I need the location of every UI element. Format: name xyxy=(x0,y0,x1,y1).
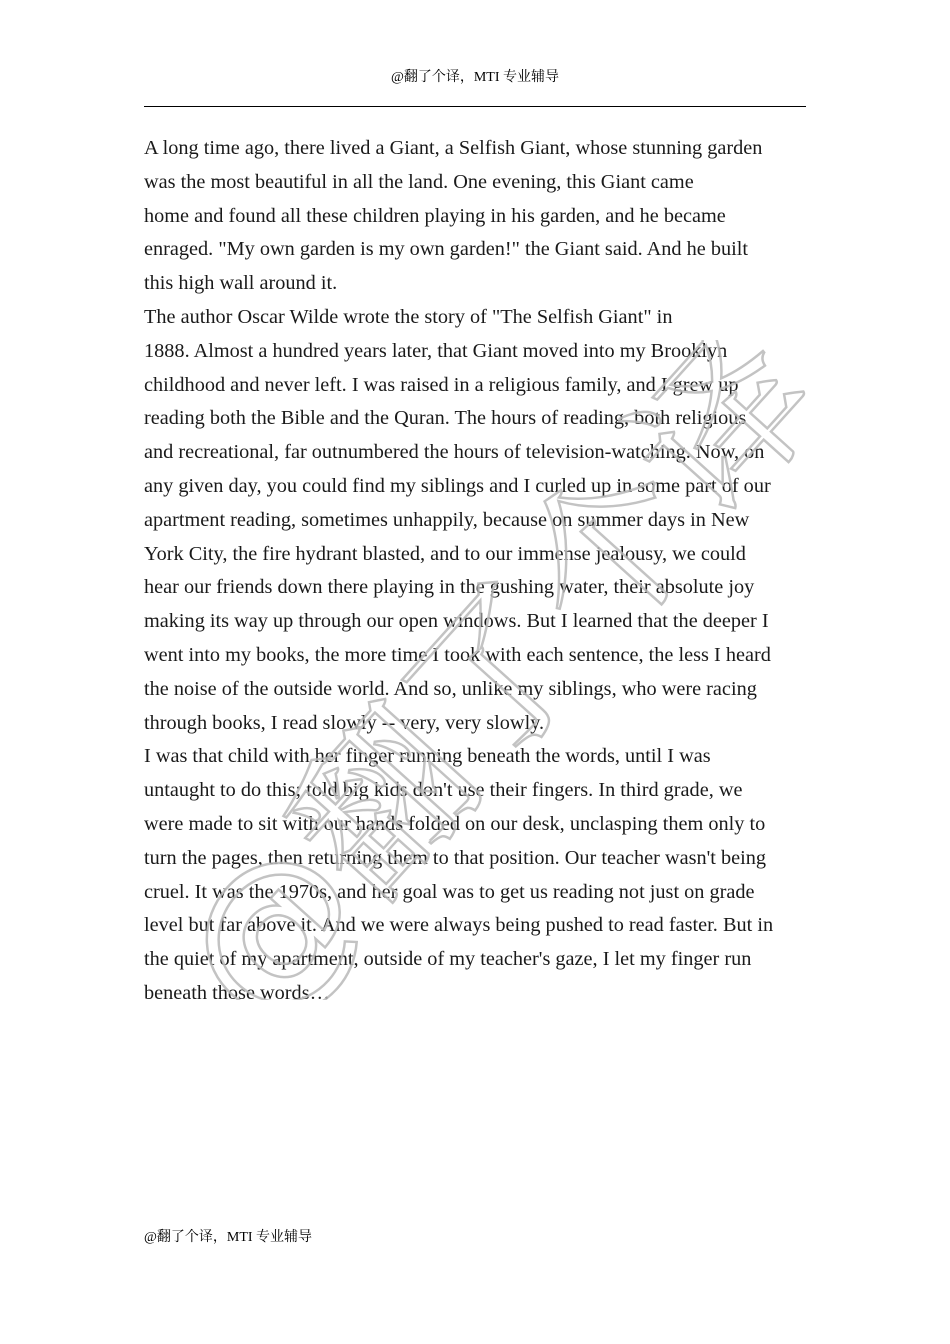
text-line: 1888. Almost a hundred years later, that Giant moved into my Brooklyn xyxy=(144,339,728,362)
text-line: this high wall around it. xyxy=(144,272,338,295)
text-line: the quiet of my apartment, outside of my teacher's gaze, I let my finger run xyxy=(144,948,752,971)
text-line: York City, the fire hydrant blasted, and to our immense jealousy, we could xyxy=(144,542,746,565)
text-line: The author Oscar Wilde wrote the story of "The Selfish Giant" in xyxy=(144,305,673,328)
text-line: were made to sit with our hands folded on our desk, unclasping them only to xyxy=(144,812,766,835)
text-line: turn the pages, then returning them to that position. Our teacher wasn't being xyxy=(144,846,767,869)
text-line: hear our friends down there playing in the gushing water, their absolute joy xyxy=(144,576,755,599)
text-line: home and found all these children playing in his garden, and he became xyxy=(144,204,726,227)
text-line: cruel. It was the 1970s, and her goal was to get us reading not just on grade xyxy=(144,880,755,903)
page-footer: @翻了个译，MTI 专业辅导 xyxy=(144,1230,313,1245)
text-line: through books, I read slowly -- very, very slowly. xyxy=(144,711,545,734)
text-line: was the most beautiful in all the land. One evening, this Giant came xyxy=(144,170,694,193)
text-line: childhood and never left. I was raised in a religious family, and I grew up xyxy=(144,373,739,396)
text-line: beneath those words… xyxy=(144,981,330,1004)
text-line: A long time ago, there lived a Giant, a Selfish Giant, whose stunning garden xyxy=(144,137,763,159)
text-line: reading both the Bible and the Quran. The hours of reading, both religious xyxy=(144,407,747,430)
text-line: enraged. "My own garden is my own garden!" the Giant said. And he built xyxy=(144,238,749,261)
text-line: the noise of the outside world. And so, unlike my siblings, who were racing xyxy=(144,677,757,700)
text-line: went into my books, the more time I took with each sentence, the less I heard xyxy=(144,643,771,666)
document-body xyxy=(144,132,808,1011)
text-line: I was that child with her finger running beneath the words, until I was xyxy=(144,745,711,768)
page-header xyxy=(144,66,806,107)
text-line: making its way up through our open windows. But I learned that the deeper I xyxy=(144,610,769,633)
text-line: any given day, you could find my siblings and I curled up in some part of our xyxy=(144,474,771,497)
text-line: and recreational, far outnumbered the hours of television-watching. Now, on xyxy=(144,441,765,464)
text-line: untaught to do this; told big kids don't use their fingers. In third grade, we xyxy=(144,779,743,802)
text-line: level but far above it. And we were always being pushed to read faster. But in xyxy=(144,914,774,937)
header-text: @翻了个译，MTI 专业辅导 xyxy=(390,70,560,85)
watermark-text: @翻了个译 xyxy=(170,340,810,1000)
text-line: apartment reading, sometimes unhappily, because on summer days in New xyxy=(144,508,750,531)
